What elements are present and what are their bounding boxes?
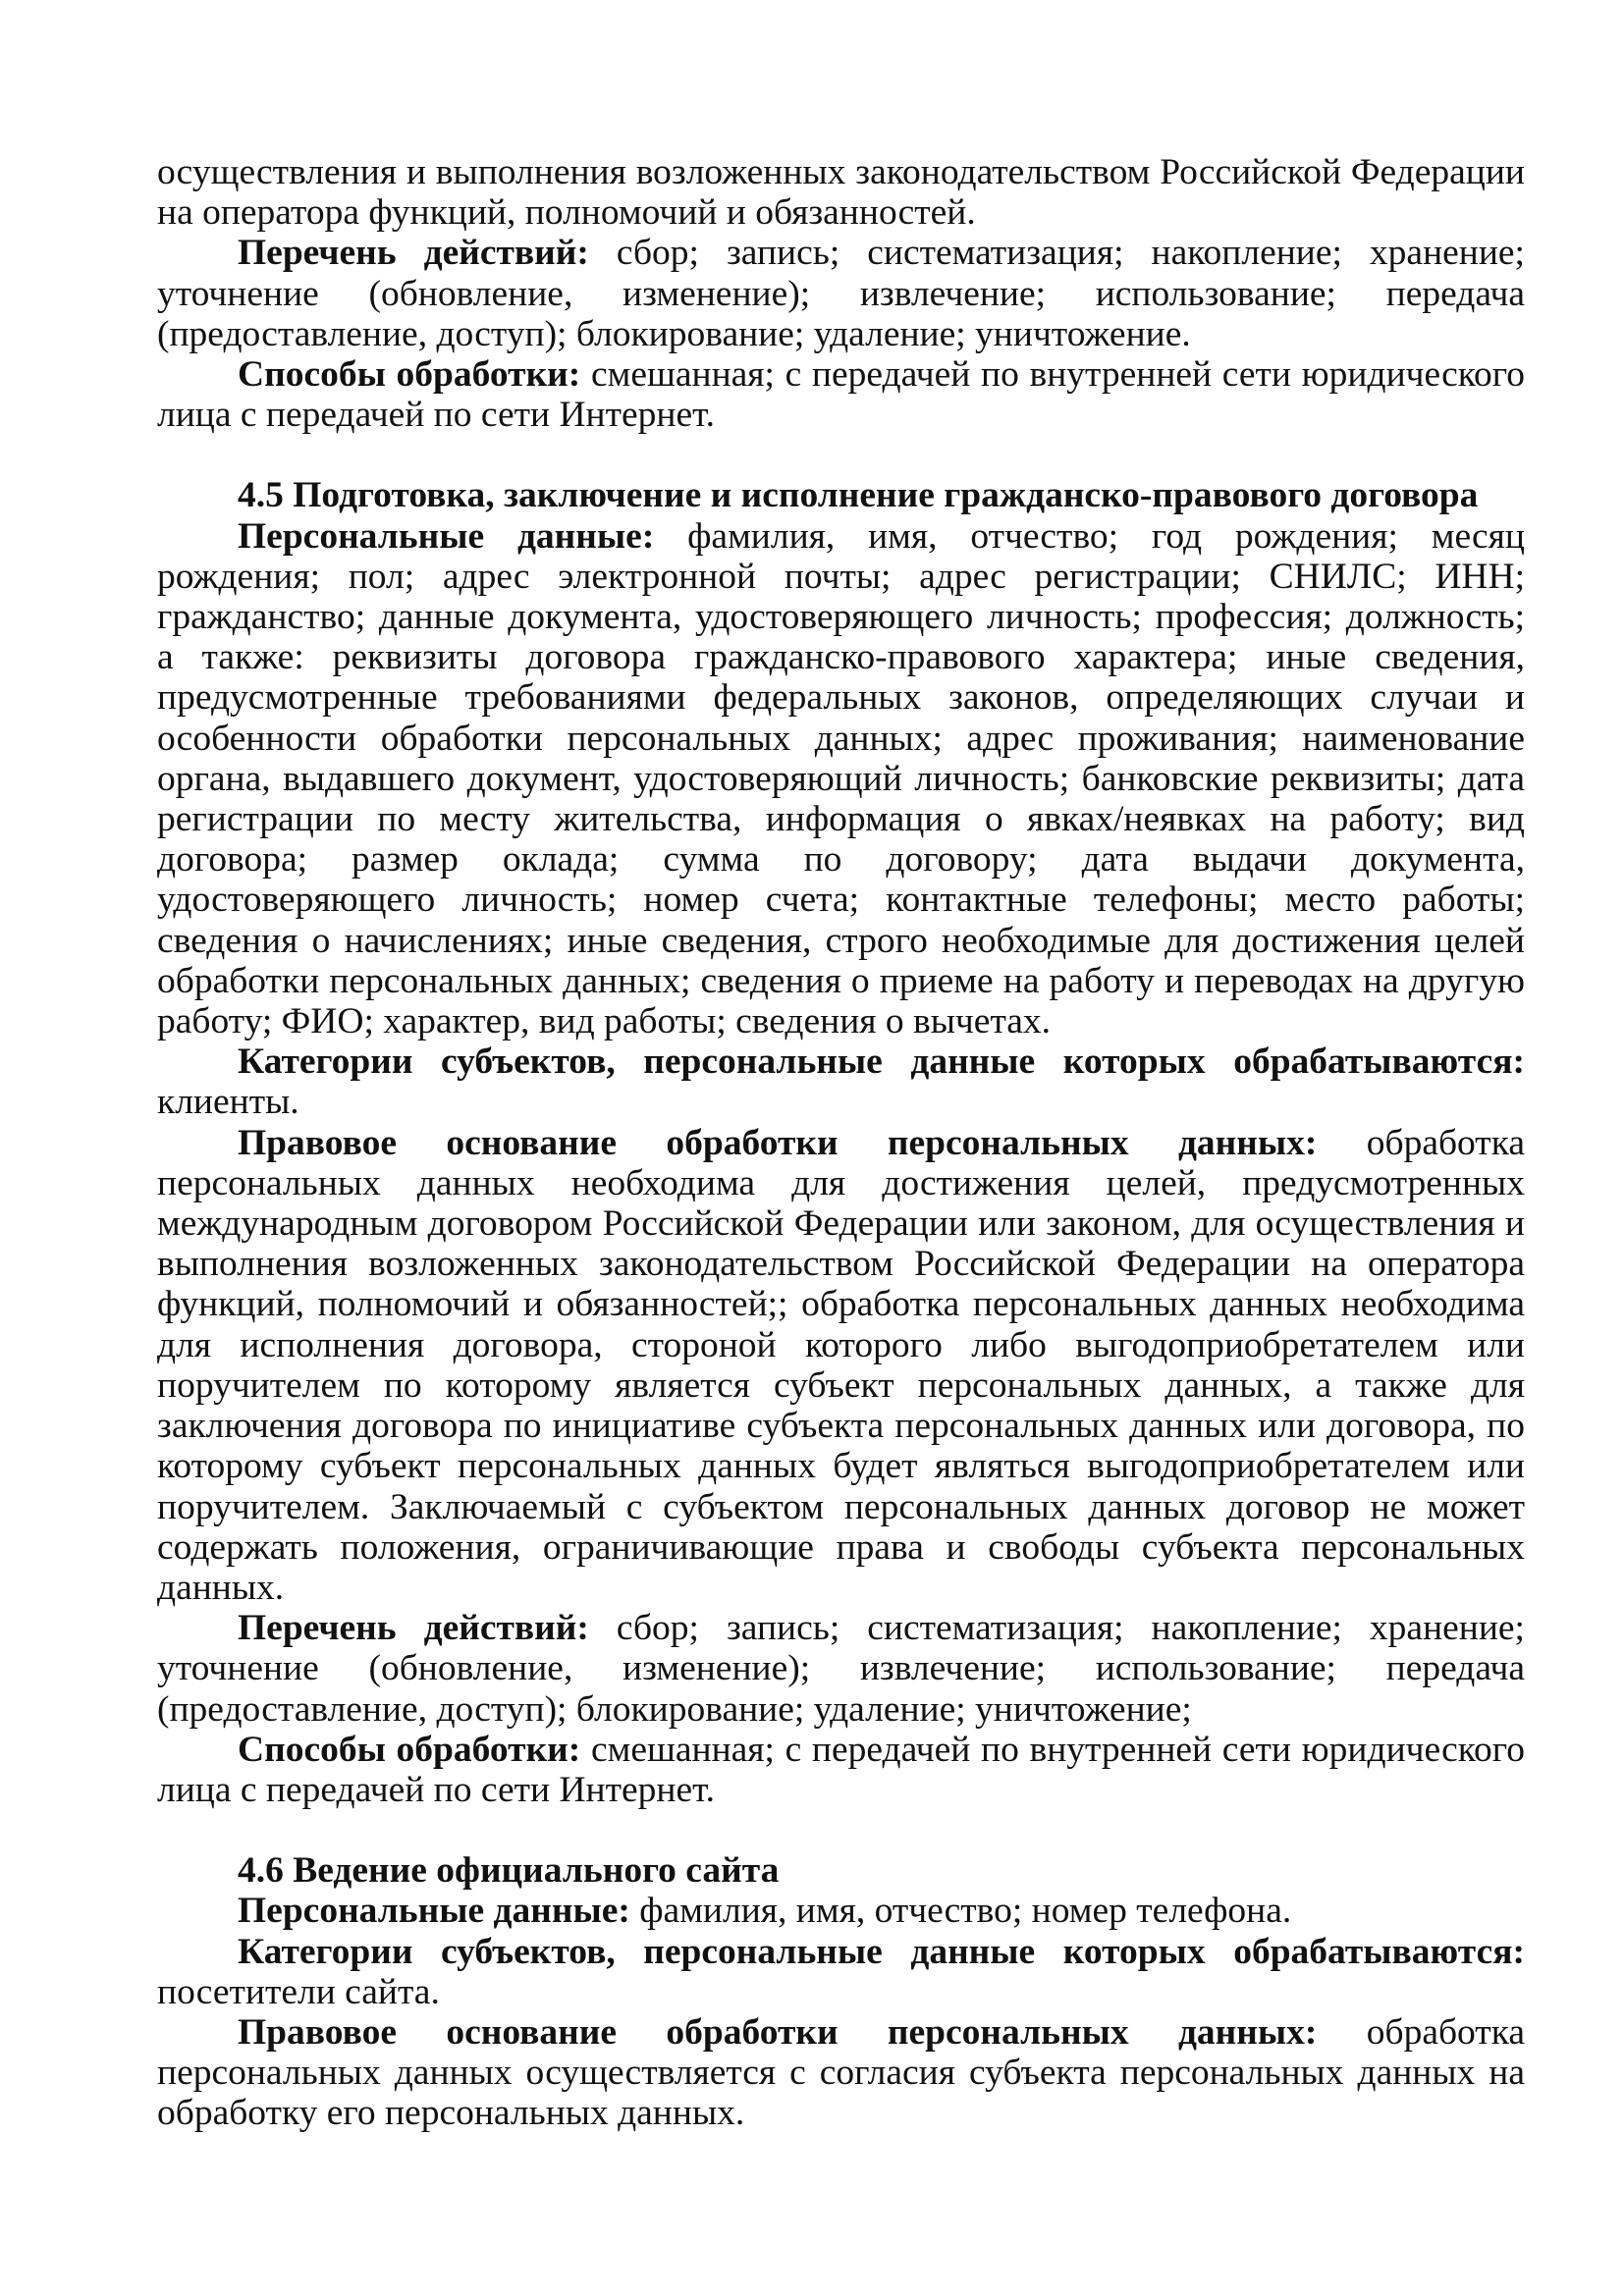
s46-heading: 4.6 Ведение официального сайта	[238, 1850, 780, 1892]
s45-categories-label: Категории субъектов, персональные данные которых обрабатываются:	[238, 1041, 1525, 1083]
s46-legal-paragraph	[157, 2012, 1525, 2134]
s45-legal-text: обработка персональных данных необходима для достижения целей, предусмотренных международным договором Российской Федерации или законом, для осуществления и выполнения возложенных законодательством Российской Федерации на оператора функций, полномочий и обязанностей;; обработка персональных данных необходима для исполнения договора, стороной которого либо выгодоприобретателем или поручителем по которому является субъект персональных данных, а также для заключения договора по инициативе субъекта персональных данных или договора, по которому субъект персональных данных будет являться выгодоприобретателем или поручителем. Заключаемый с субъектом персональных данных договор не может содержать положения, ограничивающие права и свободы субъекта персональных данных.	[157, 1122, 1525, 1608]
s45-methods-paragraph	[157, 1730, 1525, 1810]
s45-methods-text: смешанная; с передачей по внутренней сети юридического лица с передачей по сети Интернет.	[157, 1729, 1525, 1810]
s45-actions-label: Перечень действий:	[238, 1608, 589, 1649]
s46-pd-paragraph	[157, 1891, 1525, 1931]
s45-categories-paragraph	[157, 1041, 1525, 1122]
s44-actions-paragraph	[157, 233, 1525, 354]
s44-methods-text: смешанная; с передачей по внутренней сети юридического лица с передачей по сети Интернет.	[157, 354, 1525, 436]
s44-actions-text: сбор; запись; систематизация; накопление; хранение; уточнение (обновление, изменение); извлечение; использование; передача (предоставление, доступ); блокирование; удаление; уничтожение.	[157, 233, 1525, 354]
s45-heading: 4.5 Подготовка, заключение и исполнение гражданско-правового договора	[238, 475, 1479, 516]
spacer	[157, 435, 1525, 475]
s44-methods-paragraph	[157, 354, 1525, 435]
s45-actions-text: сбор; запись; систематизация; накопление; хранение; уточнение (обновление, изменение); извлечение; использование; передача (предоставление, доступ); блокирование; удаление; уничтожение;	[157, 1608, 1525, 1730]
intro-tail-text: осуществления и выполнения возложенных законодательством Российской Федерации на оператора функций, полномочий и обязанностей.	[157, 152, 1525, 234]
intro-tail-paragraph	[157, 152, 1525, 233]
s45-pd-label: Персональные данные:	[238, 515, 655, 557]
s45-actions-paragraph	[157, 1608, 1525, 1730]
s46-pd-label: Персональные данные:	[238, 1891, 630, 1932]
s45-methods-label: Способы обработки:	[238, 1729, 581, 1770]
s46-legal-text: обработка персональных данных осуществляется с согласия субъекта персональных данных на обработку его персональных данных.	[157, 2011, 1525, 2134]
s46-categories-text: посетители сайта.	[157, 1971, 440, 2012]
s46-categories-label: Категории субъектов, персональные данные которых обрабатываются:	[238, 1931, 1525, 1972]
s44-actions-label: Перечень действий:	[238, 233, 589, 274]
s45-pd-text: фамилия, имя, отчество; год рождения; месяц рождения; пол; адрес электронной почты; адрес регистрации; СНИЛС; ИНН; гражданство; данные документа, удостоверяющего личность; профессия; должность; а также: реквизиты договора гражданско-правового характера; иные сведения, предусмотренные требованиями федеральных законов, определяющих случаи и особенности обработки персональных данных; адрес проживания; наименование органа, выдавшего документ, удостоверяющий личность; банковские реквизиты; дата регистрации по месту жительства, информация о явках/неявках на работу; вид договора; размер оклада; сумма по договору; дата выдачи документа, удостоверяющего личность; номер счета; контактные телефоны; место работы; сведения о начислениях; иные сведения, строго необходимые для достижения целей обработки персональных данных; сведения о приеме на работу и переводах на другую работу; ФИО; характер, вид работы; сведения о вычетах.	[157, 515, 1525, 1042]
s45-legal-label: Правовое основание обработки персональных данных:	[238, 1122, 1318, 1163]
s45-legal-paragraph	[157, 1123, 1525, 1608]
document-page	[157, 152, 1525, 2134]
s46-legal-label: Правовое основание обработки персональных данных:	[238, 2011, 1318, 2053]
s46-categories-paragraph	[157, 1932, 1525, 2012]
s44-methods-label: Способы обработки:	[238, 354, 581, 396]
s46-pd-text: фамилия, имя, отчество; номер телефона.	[629, 1891, 1292, 1932]
s45-pd-paragraph	[157, 516, 1525, 1042]
s45-categories-text: клиенты.	[157, 1082, 299, 1123]
spacer	[157, 1810, 1525, 1850]
